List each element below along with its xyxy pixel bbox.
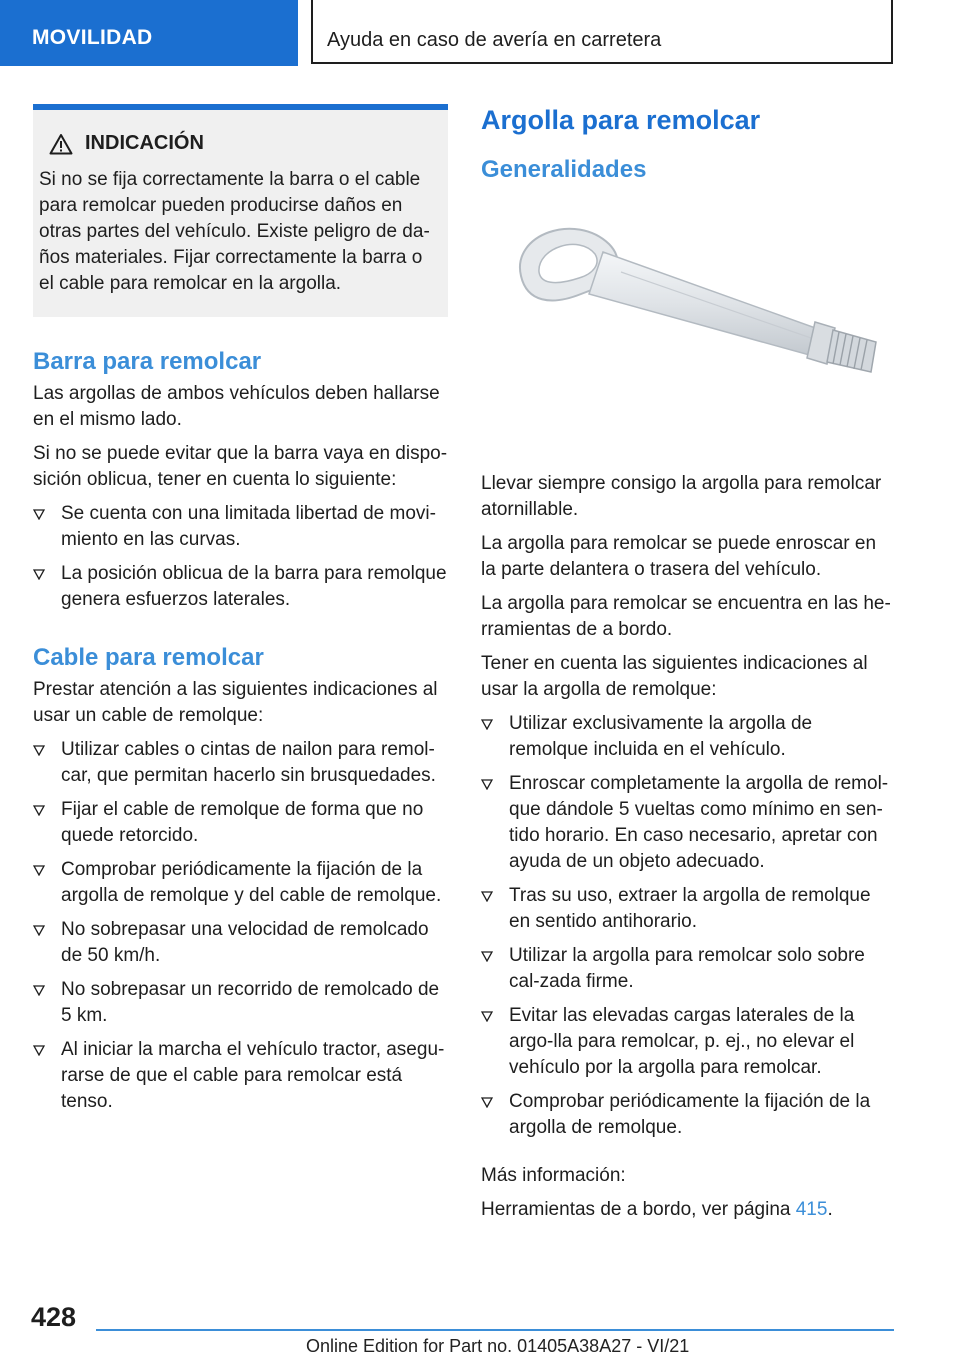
bullet-triangle-icon [33,569,45,580]
bullet-triangle-icon [33,865,45,876]
list-item [33,737,448,789]
list-item [481,1003,896,1081]
list-item-text: Utilizar exclusivamente la argolla de remolque incluida en el vehículo. [509,713,813,760]
list-item-text: Evitar las elevadas cargas laterales de la argo-lla para remolcar, p. ej., no elevar el vehículo por la argolla para remolcar. [509,1005,855,1078]
tow-cable-paragraph-1: Prestar atención a las siguientes indicaciones al usar un cable de remolque: [33,679,438,726]
list-item-text: Comprobar periódicamente la fijación de la argolla de remolque y del cable de remolque. [61,859,442,906]
header-chapter-label: Ayuda en caso de avería en carretera [327,29,662,51]
list-item [33,857,448,909]
list-item [33,917,448,969]
notice-header [49,132,440,155]
warning-icon [49,133,73,155]
bullet-triangle-icon [33,805,45,816]
list-item-text: Utilizar cables o cintas de nailon para remol-car, que permitan hacerlo sin brusquedades. [61,739,436,786]
list-item [481,771,896,875]
notice-box [33,104,448,317]
notice-text: Si no se fija correctamente la barra o el cable para remolcar pueden producirse daños en otras partes del vehículo. Existe peligro de da-ños materiales. Fijar correctamente la barra o el cable para remolcar en la argolla. [39,169,430,294]
list-item-text: No sobrepasar un recorrido de remolcado de 5 km. [61,979,440,1026]
list-item-text: Tras su uso, extraer la argolla de remolque en sentido antihorario. [509,885,871,932]
tow-eye-list [481,711,896,1141]
bullet-triangle-icon [33,985,45,996]
list-item [33,977,448,1029]
bullet-triangle-icon [481,951,493,962]
bullet-triangle-icon [33,1045,45,1056]
tow-eye-title: Argolla para remolcar [481,105,761,135]
tow-cable-heading: Cable para remolcar [33,644,264,671]
reference-line [481,1197,896,1223]
list-item [33,797,448,849]
tow-eye-paragraph-1: Llevar siempre consigo la argolla para remolcar atornillable. [481,473,882,520]
tow-eye-paragraph-2: La argolla para remolcar se puede enroscar en la parte delantera o trasera del vehículo. [481,533,877,580]
list-item-text: Se cuenta con una limitada libertad de movi-miento en las curvas. [61,503,436,550]
bullet-triangle-icon [33,745,45,756]
header-chapter-box [311,0,893,64]
list-item-text: Utilizar la argolla para remolcar solo sobre cal-zada firme. [509,945,865,992]
tow-eye-subtitle: Generalidades [481,156,647,183]
right-column [481,104,896,1231]
tow-bar-paragraph-1: Las argollas de ambos vehículos deben hallarse en el mismo lado. [33,383,440,430]
list-item-text: Al iniciar la marcha el vehículo tractor, asegu-rarse de que el cable para remolcar está tenso. [61,1039,445,1112]
bullet-triangle-icon [33,509,45,520]
list-item [481,943,896,995]
page-number: 428 [31,1302,77,1332]
bullet-triangle-icon [33,925,45,936]
list-item-text: Comprobar periódicamente la fijación de la argolla de remolque. [509,1091,871,1138]
bullet-triangle-icon [481,719,493,730]
list-item [33,1037,448,1115]
tow-cable-list [33,737,448,1115]
header-section-tab [0,0,298,66]
bullet-triangle-icon [481,891,493,902]
more-info-label: Más información: [481,1165,626,1186]
tow-eye-paragraph-3: La argolla para remolcar se encuentra en las he-rramientas de a bordo. [481,593,891,640]
tow-bar-list [33,501,448,613]
list-item [481,883,896,935]
list-item [481,711,896,763]
list-item [33,561,448,613]
list-item-text: No sobrepasar una velocidad de remolcado de 50 km/h. [61,919,429,966]
list-item [33,501,448,553]
left-column [33,104,448,1123]
list-item-text: La posición oblicua de la barra para remolque genera esfuerzos laterales. [61,563,447,610]
bullet-triangle-icon [481,1011,493,1022]
footer-divider [96,1329,894,1331]
header-section-label: MOVILIDAD [32,26,153,49]
reference-text: Herramientas de a bordo, ver página [481,1199,796,1220]
tow-eye-illustration [481,214,896,444]
list-item-text: Enroscar completamente la argolla de remol-que dándole 5 vueltas como mínimo en sen-tido horario. En caso necesario, apretar con ayuda de un objeto adecuado. [509,773,889,872]
notice-title: INDICACIÓN [85,132,204,154]
footer-edition: Online Edition for Part no. 01405A38A27 - VI/21 [306,1336,690,1356]
list-item [481,1089,896,1141]
tow-eye-paragraph-4: Tener en cuenta las siguientes indicaciones al usar la argolla de remolque: [481,653,868,700]
bullet-triangle-icon [481,1097,493,1108]
page-reference-link[interactable]: 415 [795,1199,828,1220]
list-item-text: Fijar el cable de remolque de forma que no quede retorcido. [61,799,424,846]
tow-bar-heading: Barra para remolcar [33,348,262,375]
bullet-triangle-icon [481,779,493,790]
tow-bar-paragraph-2: Si no se puede evitar que la barra vaya en dispo-sición oblicua, tener en cuenta lo siguiente: [33,443,448,490]
reference-end: . [827,1199,833,1220]
